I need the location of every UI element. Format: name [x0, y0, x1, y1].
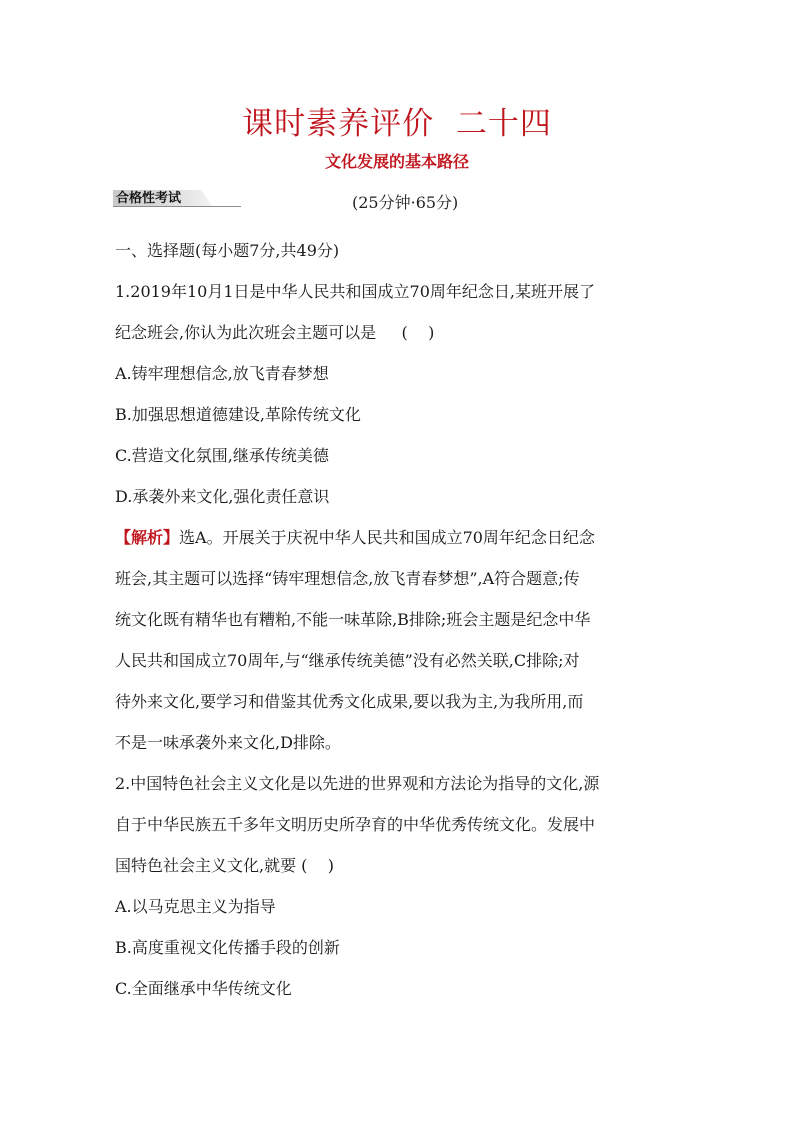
section-tag [113, 190, 215, 207]
q1-analysis-line-3: 统文化既有精华也有糟粕,不能一味革除,B排除;班会主题是纪念中华 [115, 610, 591, 629]
q2-option-a: A.以马克思主义为指导 [115, 897, 276, 916]
q1-option-c: C.营造文化氛围,继承传统美德 [115, 446, 329, 465]
q1-option-b: B.加强思想道德建设,革除传统文化 [115, 405, 361, 424]
q1-option-d: D.承袭外来文化,强化责任意识 [115, 487, 330, 506]
q1-analysis-line-2: 班会,其主题可以选择“铸牢理想信念,放飞青春梦想”,A符合题意;传 [115, 569, 580, 588]
q1-analysis-line-6: 不是一味承袭外来文化,D排除。 [115, 733, 341, 752]
page-title: 课时素养评价 二十四 [242, 106, 552, 142]
section-tag-label: 合格性考试 [116, 191, 182, 206]
part-title: 一、选择题(每小题7分,共49分) [115, 241, 340, 260]
time-score-info: (25分钟·65分) [352, 193, 459, 212]
analysis-label: 【解析】 [115, 528, 180, 547]
q2-option-c: C.全面继承中华传统文化 [115, 979, 292, 998]
q1-option-a: A.铸牢理想信念,放飞青春梦想 [115, 364, 329, 383]
q2-stem-line-1: 2.中国特色社会主义文化是以先进的世界观和方法论为指导的文化,源 [115, 774, 600, 793]
q2-option-b: B.高度重视文化传播手段的创新 [115, 938, 340, 957]
q1-stem-line-2: 纪念班会,你认为此次班会主题可以是 ( ) [115, 323, 435, 342]
q1-analysis-line-1 [115, 517, 687, 558]
q1-analysis-line-4: 人民共和国成立70周年,与“继承传统美德”没有必然关联,C排除;对 [115, 651, 580, 670]
q1-analysis [115, 517, 687, 763]
question-content [115, 230, 687, 1009]
analysis-text: 选A。开展关于庆祝中华人民共和国成立70周年纪念日纪念 [179, 528, 595, 547]
q2-stem-line-3: 国特色社会主义文化,就要 ( ) [115, 856, 335, 875]
q2-stem-line-2: 自于中华民族五千多年文明历史所孕育的中华优秀传统文化。发展中 [115, 815, 596, 834]
page-subtitle: 文化发展的基本路径 [324, 152, 469, 171]
q1-stem-line-1: 1.2019年10月1日是中华人民共和国成立70周年纪念日,某班开展了 [115, 282, 595, 301]
q1-analysis-line-5: 待外来文化,要学习和借鉴其优秀文化成果,要以我为主,为我所用,而 [115, 692, 584, 711]
